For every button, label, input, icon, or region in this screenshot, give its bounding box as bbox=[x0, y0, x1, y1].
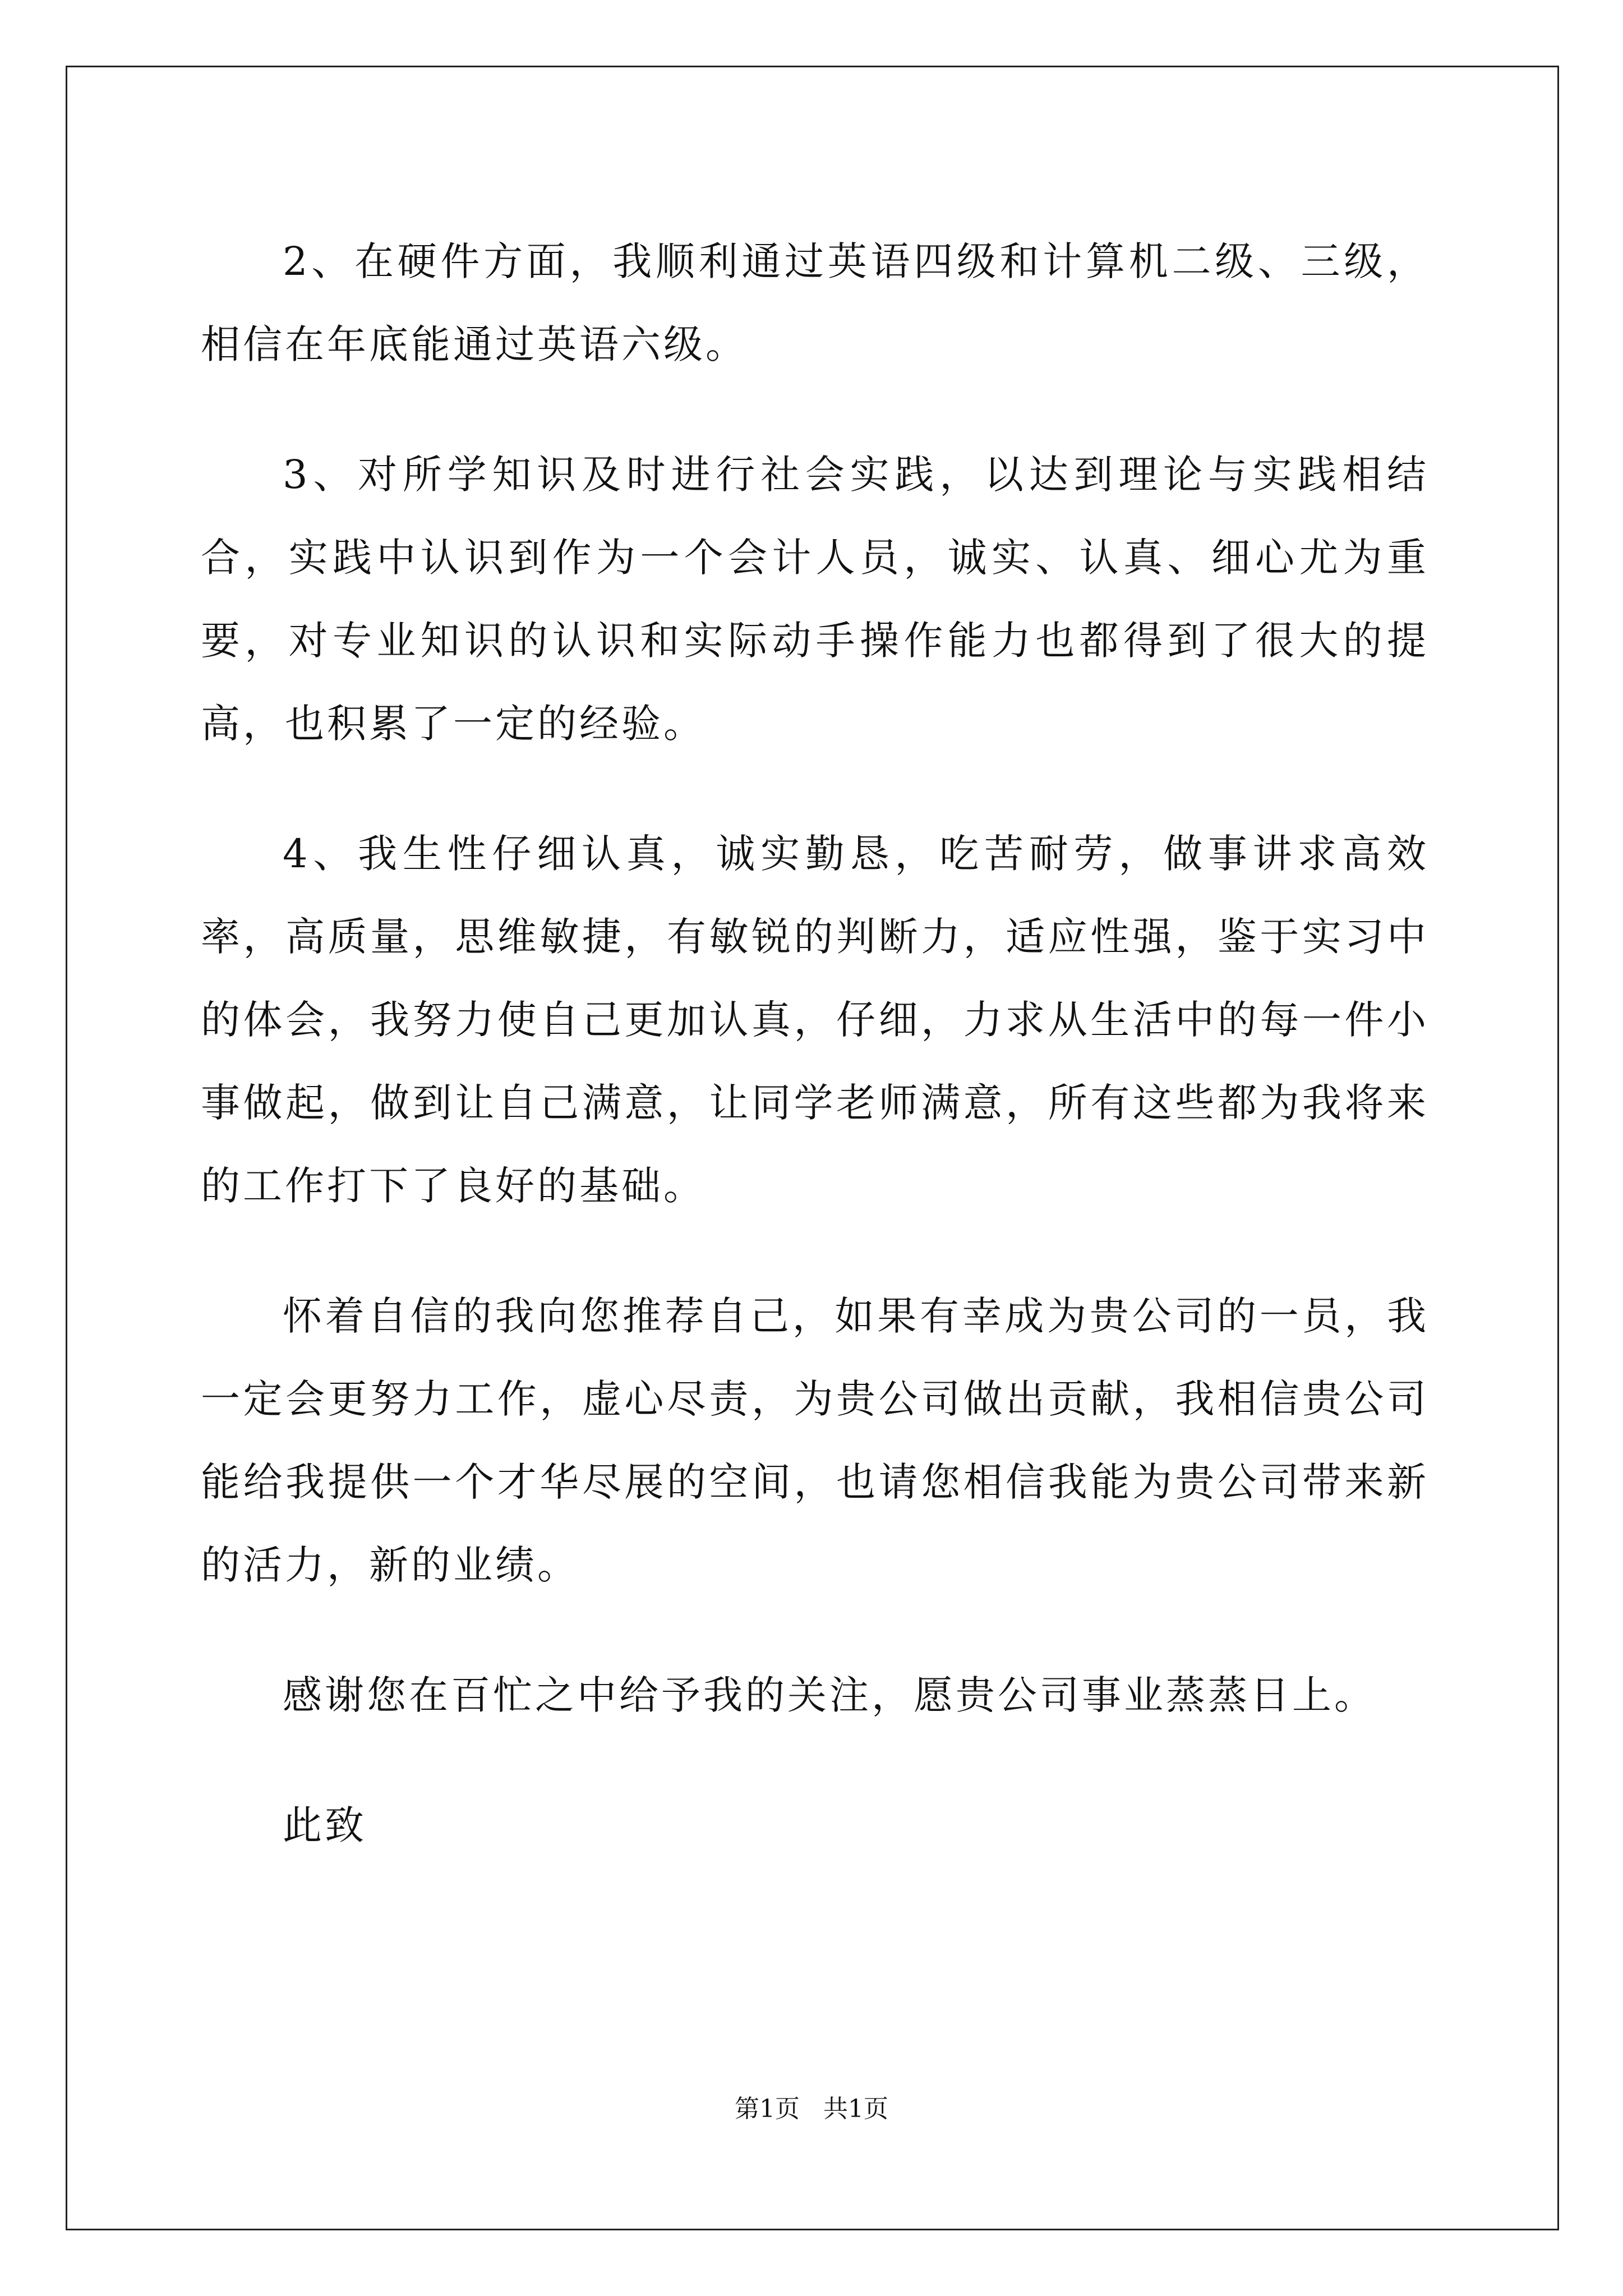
paragraph-hardware: 2、在硬件方面，我顺利通过英语四级和计算机二级、三级，相信在年底能通过英语六级。 bbox=[201, 238, 1429, 367]
paragraph-recommendation: 怀着自信的我向您推荐自己，如果有幸成为贵公司的一员，我一定会更努力工作，虚心尽责，为贵公司做出贡献，我相信贵公司能给我提供一个才华尽展的空间，也请您相信我能为贵公司带来新的活力，新的业绩。 bbox=[201, 1293, 1429, 1588]
page-footer: 第1页 共1页 bbox=[735, 2095, 888, 2123]
letter-body bbox=[201, 220, 1429, 1867]
paragraph-practice: 3、对所学知识及时进行社会实践，以达到理论与实践相结合，实践中认识到作为一个会计人员，诚实、认真、细心尤为重要，对专业知识的认识和实际动手操作能力也都得到了很大的提高，也积累了一定的经验。 bbox=[201, 452, 1429, 747]
paragraph-thanks: 感谢您在百忙之中给予我的关注，愿贵公司事业蒸蒸日上。 bbox=[283, 1672, 1376, 1718]
paragraph-personality: 4、我生性仔细认真，诚实勤恳，吃苦耐劳，做事讲求高效率，高质量，思维敏捷，有敏锐的判断力，适应性强，鉴于实习中的体会，我努力使自己更加认真，仔细，力求从生活中的每一件小事做起，做到让自己满意，让同学老师满意，所有这些都为我将来的工作打下了良好的基础。 bbox=[201, 831, 1429, 1209]
paragraph-closing: 此致 bbox=[283, 1802, 367, 1848]
